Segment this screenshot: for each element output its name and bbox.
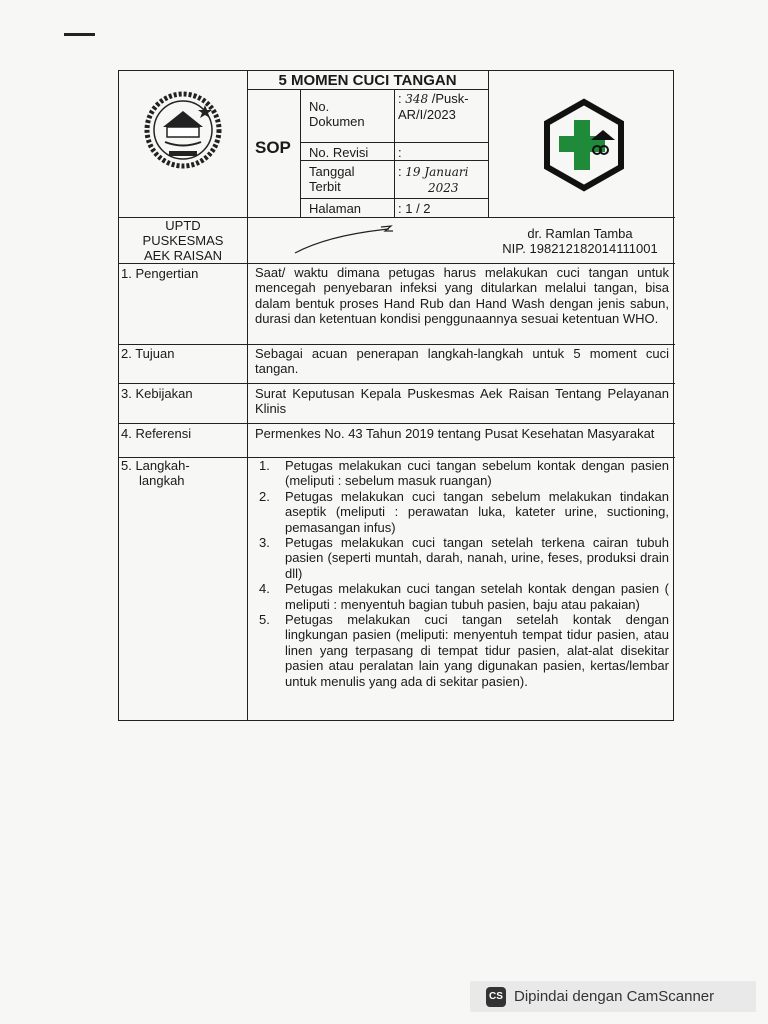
tanggal-terbit-value: : 19 Januari 2023	[398, 164, 469, 195]
section-label-kebijakan: 3. Kebijakan	[121, 386, 193, 401]
no-revisi-value: :	[398, 145, 402, 160]
signer-nip: NIP. 198212182014111001	[502, 241, 658, 256]
signer-name: dr. Ramlan Tamba	[527, 226, 633, 241]
signature-image	[289, 221, 399, 259]
no-dokumen-label: No. Dokumen	[309, 99, 365, 129]
scan-corner-mark	[64, 33, 95, 36]
puskesmas-logo-icon	[541, 98, 627, 192]
no-dokumen-value: : 348 /Pusk- AR/I/2023	[398, 91, 469, 122]
list-item: 4. Petugas melakukan cuci tangan setelah kontak dengan pasien ( meliputi : menyentuh bagian tubuh pasien, baju atau pakaian)	[259, 581, 669, 612]
sop-document	[118, 70, 674, 721]
section-text-pengertian: Saat/ waktu dimana petugas harus melakukan cuci tangan untuk mencegah penyebaran infeksi yang ditularkan melalui tangan, bisa dalam bentuk proses Hand Rub dan Hand Wash dengan jenis sabun, durasi dan ketentuan kondisi penggunaannya sesuai ketentuan WHO.	[255, 265, 669, 327]
section-text-kebijakan: Surat Keputusan Kepala Puskesmas Aek Raisan Tentang Pelayanan Klinis	[255, 386, 669, 417]
regency-emblem-icon	[135, 87, 233, 173]
divider	[119, 383, 675, 384]
section-label-pengertian: 1. Pengertian	[121, 266, 199, 281]
document-title: 5 MOMEN CUCI TANGAN	[278, 72, 457, 89]
watermark-text: Dipindai dengan CamScanner	[514, 988, 715, 1005]
divider	[247, 71, 248, 721]
organization-name: UPTD PUSKESMAS AEK RAISAN	[142, 218, 224, 263]
divider	[300, 142, 488, 143]
sop-label: SOP	[255, 138, 291, 157]
divider	[119, 344, 675, 345]
list-item: 2. Petugas melakukan cuci tangan sebelum melakukan tindakan aseptik (meliputi : perawatan luka, kateter urine, suctioning, pemasangan infus)	[259, 488, 669, 535]
section-text-referensi: Permenkes No. 43 Tahun 2019 tentang Pusat Kesehatan Masyarakat	[255, 426, 655, 441]
handwritten-number: 348	[405, 92, 429, 106]
tanggal-terbit-label: Tanggal Terbit	[309, 164, 355, 194]
section-label-langkah: 5. Langkah- langkah	[121, 458, 190, 488]
camscanner-icon: CS	[486, 987, 506, 1007]
divider	[119, 423, 675, 424]
list-item: 1. Petugas melakukan cuci tangan sebelum kontak dengan pasien (meliputi : sebelum masuk ruangan)	[259, 458, 669, 489]
section-text-tujuan: Sebagai acuan penerapan langkah-langkah untuk 5 moment cuci tangan.	[255, 346, 669, 377]
section-label-tujuan: 2. Tujuan	[121, 346, 175, 361]
no-revisi-label: No. Revisi	[309, 145, 369, 160]
divider	[119, 263, 675, 264]
section-label-referensi: 4. Referensi	[121, 426, 192, 441]
list-item: 5. Petugas melakukan cuci tangan setelah kontak dengan lingkungan pasien (meliputi: menyentuh tempat tidur pasien, atau linen yang terpasang di tempat tidur pasien, alat-alat disekitar pasien atau peralatan lain yang digunakan pasien, kertas/lembar untuk menulis yang ada di sekitar pasien).	[259, 612, 669, 689]
divider	[488, 71, 489, 217]
halaman-value: : 1 / 2	[398, 201, 431, 216]
steps-list	[259, 458, 669, 689]
divider	[300, 198, 488, 199]
signer-block	[488, 226, 672, 256]
divider	[247, 89, 488, 90]
list-item: 3. Petugas melakukan cuci tangan setelah terkena cairan tubuh pasien (seperti muntah, darah, nanah, urine, feses, produksi drain dll)	[259, 535, 669, 581]
camscanner-watermark	[470, 981, 756, 1012]
divider	[300, 160, 488, 161]
halaman-label: Halaman	[309, 201, 362, 216]
